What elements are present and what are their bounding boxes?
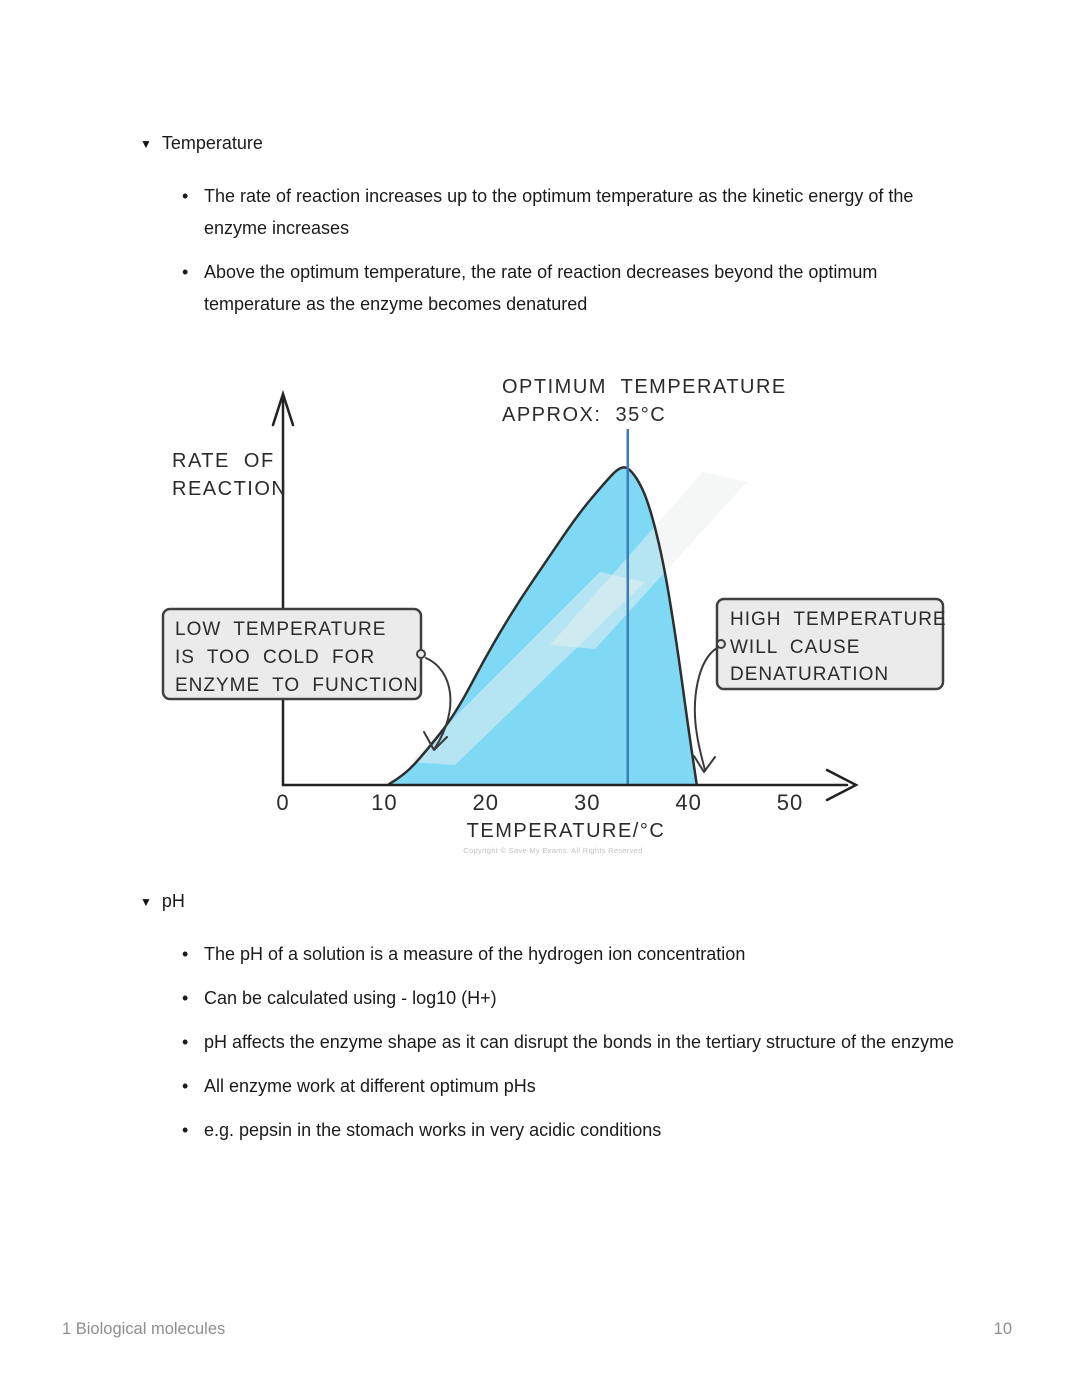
optimum-label-line2: APPROX: 35°C (502, 404, 667, 426)
section-title-ph: pH (161, 891, 185, 911)
high-box-line1: HIGH TEMPERATURE (730, 609, 947, 630)
low-callout-anchor-dot (417, 650, 425, 658)
bullet-item (180, 256, 964, 320)
x-tick-label: 0 (276, 790, 290, 815)
bullet-item (180, 1070, 964, 1102)
page-footer (62, 1320, 1012, 1339)
high-callout-anchor-dot (717, 640, 725, 648)
section-ph (0, 891, 1080, 1146)
footer-chapter-label: 1 Biological molecules (62, 1320, 226, 1338)
high-callout-arrow (695, 648, 717, 770)
x-tick-label: 20 (472, 790, 500, 815)
page-number: 10 (993, 1320, 1012, 1338)
y-axis-label-line1: RATE OF (172, 450, 275, 472)
section-heading-temperature (140, 133, 1080, 154)
bullet-item (180, 1026, 964, 1058)
x-tick-labels (276, 790, 803, 815)
high-temperature-callout (694, 599, 947, 772)
bullet-text: All enzyme work at different optimum pHs (204, 1076, 536, 1096)
x-tick-label: 10 (371, 790, 398, 815)
low-box-line1: LOW TEMPERATURE (175, 619, 387, 640)
section-temperature (0, 133, 1080, 320)
chart-svg (155, 367, 955, 867)
low-box-line2: IS TOO COLD FOR (175, 647, 376, 668)
collapse-triangle-icon[interactable]: ▼ (140, 136, 152, 151)
bullet-text: The rate of reaction increases up to the optimum temperature as the kinetic energy of the enzyme increases (204, 186, 914, 238)
bullet-text: The pH of a solution is a measure of the hydrogen ion concentration (204, 944, 746, 964)
bullet-item (180, 982, 964, 1014)
bullet-text: Can be calculated using - log10 (H+) (204, 988, 497, 1008)
optimum-label-line1: OPTIMUM TEMPERATURE (502, 376, 787, 398)
temperature-bullet-list (180, 180, 1080, 320)
bullet-text: Above the optimum temperature, the rate of reaction decreases beyond the optimum temperature as the enzyme becomes denatured (204, 262, 878, 314)
x-tick-label: 30 (573, 790, 601, 815)
low-temperature-callout (163, 609, 450, 750)
low-box-line3: ENZYME TO FUNCTION (175, 675, 419, 696)
copyright-text: Copyright © Save My Exams. All Rights Reserved (463, 846, 643, 855)
section-heading-ph (140, 891, 1080, 912)
bullet-text: e.g. pepsin in the stomach works in very acidic conditions (204, 1120, 662, 1140)
x-axis-label: TEMPERATURE/°C (466, 820, 666, 842)
section-title-temperature: Temperature (161, 133, 263, 153)
y-axis-label-line2: REACTION (172, 478, 288, 500)
collapse-triangle-icon[interactable]: ▼ (140, 894, 152, 909)
ph-bullet-list (180, 938, 1080, 1146)
enzyme-rate-temperature-chart (155, 367, 955, 867)
x-tick-label: 50 (776, 790, 804, 815)
bullet-text: pH affects the enzyme shape as it can disrupt the bonds in the tertiary structure of the enzyme (204, 1032, 955, 1052)
bullet-item (180, 938, 964, 970)
high-box-line2: WILL CAUSE (730, 637, 861, 658)
x-tick-label: 40 (675, 790, 702, 815)
bullet-item (180, 180, 964, 244)
high-box-line3: DENATURATION (730, 664, 890, 685)
bullet-item (180, 1114, 964, 1146)
